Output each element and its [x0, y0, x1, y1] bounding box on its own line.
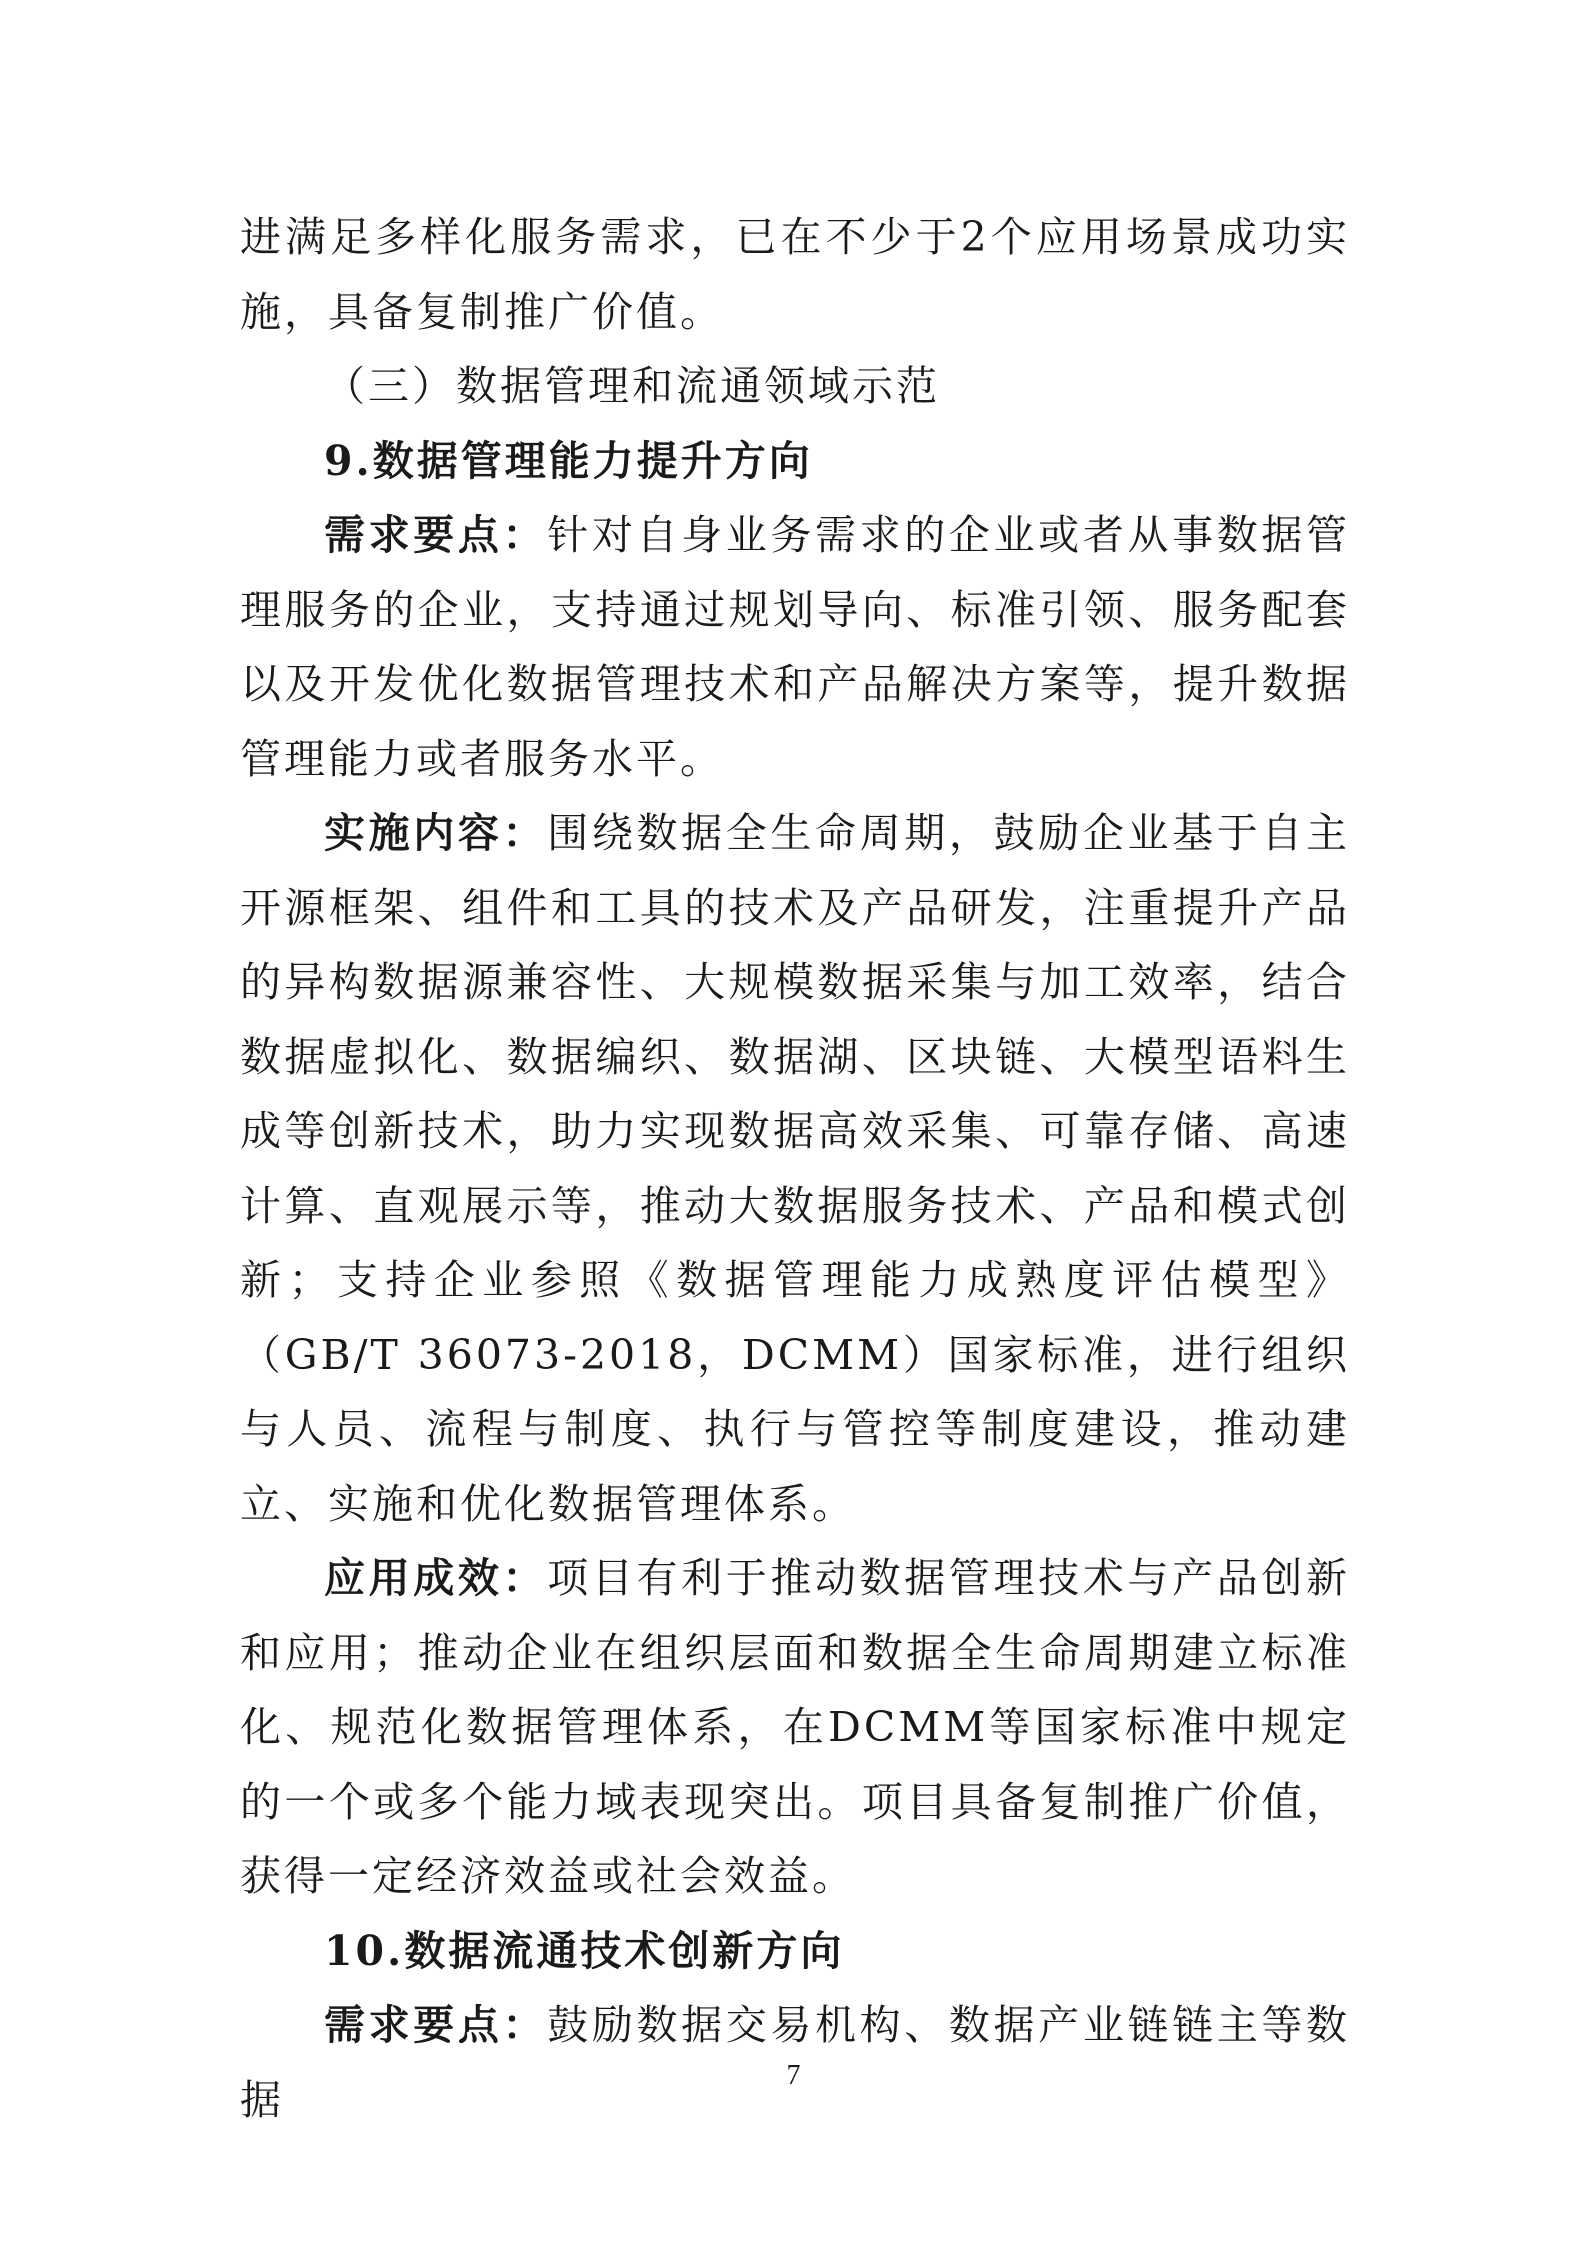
item-9-content-paragraph: [240, 796, 1350, 1541]
document-body: [240, 200, 1350, 2137]
item-9-demand-paragraph: [240, 498, 1350, 796]
item-9-content-text: 围绕数据全生命周期，鼓励企业基于自主开源框架、组件和工具的技术及产品研发，注重提升产品的异构数据源兼容性、大规模数据采集与加工效率，结合数据虚拟化、数据编织、数据湖、区块链、大模型语料生成等创新技术，助力实现数据高效采集、可靠存储、高速计算、直观展示等，推动大数据服务技术、产品和模式创新；支持企业参照《数据管理能力成熟度评估模型》（GB/T 36073-2018，DCMM）国家标准，进行组织与人员、流程与制度、执行与管控等制度建设，推动建立、实施和优化数据管理体系。: [240, 809, 1351, 1528]
item-9-content-label: 实施内容：: [324, 809, 548, 857]
item-9-effect-text: 项目有利于推动数据管理技术与产品创新和应用；推动企业在组织层面和数据全生命周期建立标准化、规范化数据管理体系，在DCMM等国家标准中规定的一个或多个能力域表现突出。项目具备复制推广价值，获得一定经济效益或社会效益。: [240, 1554, 1351, 1900]
item-10-demand-label: 需求要点：: [324, 2001, 548, 2049]
item-9-heading: 9.数据管理能力提升方向: [324, 436, 813, 485]
item-10-demand-text: 鼓励数据交易机构、数据产业链链主等数据: [240, 2001, 1351, 2124]
item-9-demand-text: 针对自身业务需求的企业或者从事数据管理服务的企业，支持通过规划导向、标准引领、服务配套以及开发优化数据管理技术和产品解决方案等，提升数据管理能力或者服务水平。: [240, 511, 1351, 783]
item-9-demand-label: 需求要点：: [324, 511, 548, 559]
section-heading: （三）数据管理和流通领域示范: [324, 362, 940, 410]
continuation-paragraph: 进满足多样化服务需求，已在不少于2个应用场景成功实施，具备复制推广价值。: [240, 213, 1350, 336]
item-9-effect-label: 应用成效：: [324, 1554, 548, 1602]
item-10-heading: 10.数据流通技术创新方向: [324, 1926, 845, 1975]
page-number: 7: [786, 2060, 801, 2091]
item-9-effect-paragraph: [240, 1541, 1350, 1914]
